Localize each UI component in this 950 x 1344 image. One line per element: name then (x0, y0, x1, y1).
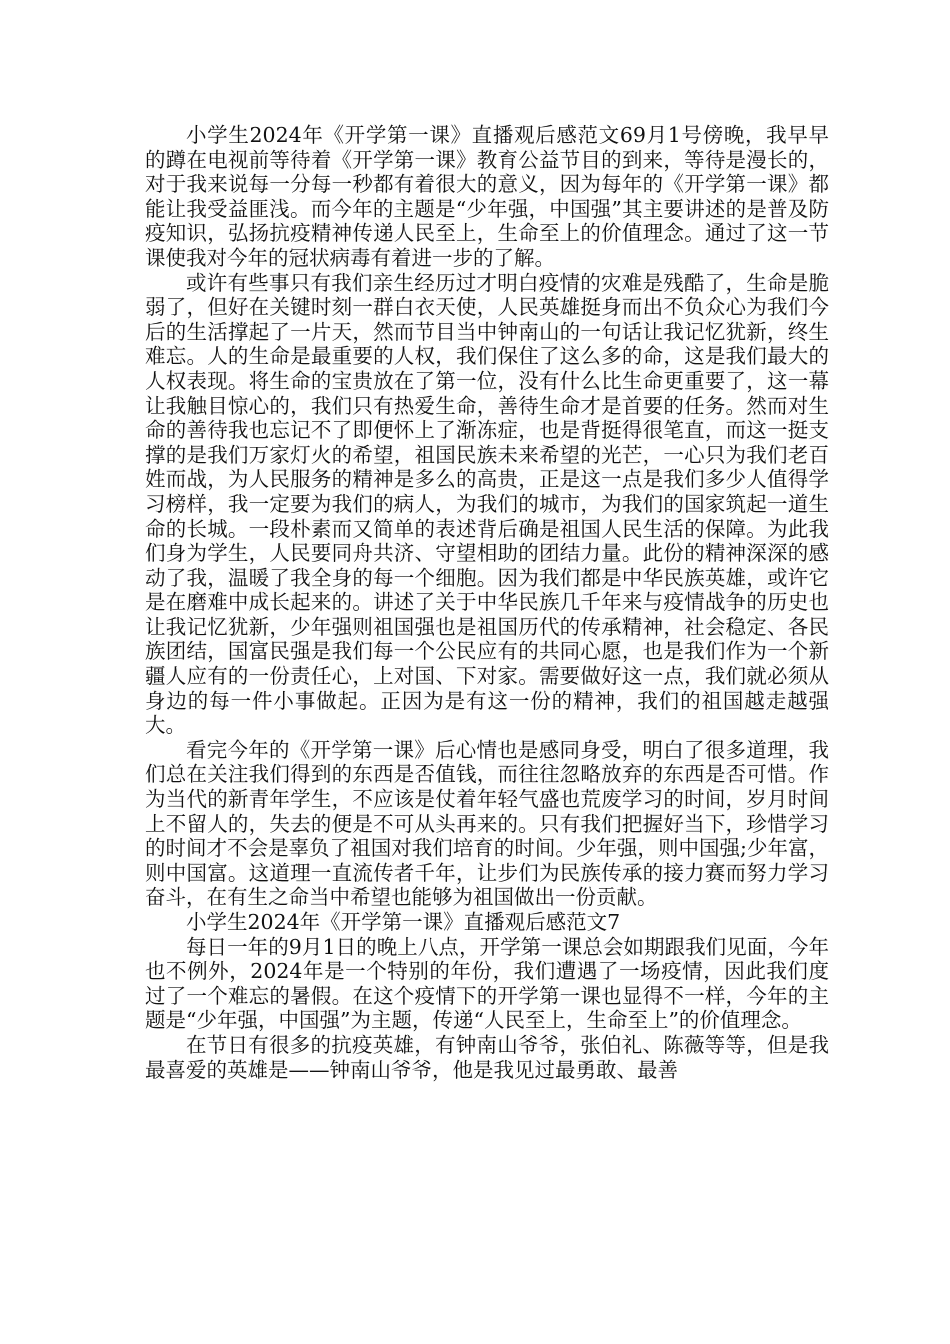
paragraph-3: 看完今年的《开学第一课》后心情也是感同身受，明白了很多道理，我们总在关注我们得到的东西是否值钱，而往往忽略放弃的东西是否可惜。作为当代的新青年学生，不应该是仗着年轻气盛也荒废学习的时间，岁月时间上不留人的，失去的便是不可从头再来的。只有我们把握好当下，珍惜学习的时间才不会是辜负了祖国对我们培育的时间。少年强，则中国强;少年富，则中国富。这道理一直流传者千年，让步们为民族传承的接力赛而努力学习奋斗，在有生之命当中希望也能够为祖国做出一份贡献。 (145, 737, 829, 910)
paragraph-1: 小学生2024年《开学第一课》直播观后感范文69月1号傍晚，我早早的蹲在电视前等待着《开学第一课》教育公益节目的到来，等待是漫长的，对于我来说每一分每一秒都有着很大的意义，因为每年的《开学第一课》都能让我受益匪浅。而今年的主题是“少年强，中国强”其主要讲述的是普及防疫知识，弘扬抗疫精神传递人民至上，生命至上的价值理念。通过了这一节课使我对今年的冠状病毒有着进一步的了解。 (145, 123, 829, 270)
section-heading: 小学生2024年《开学第一课》直播观后感范文7 (186, 910, 621, 934)
document-body (145, 123, 829, 1082)
paragraph-4: 每日一年的9月1日的晚上八点，开学第一课总会如期跟我们见面，今年也不例外，2024年是一个特别的年份，我们遭遇了一场疫情，因此我们度过了一个难忘的暑假。在这个疫情下的开学第一课也显得不一样，今年的主题是“少年强，中国强”为主题，传递“人民至上，生命至上”的价值理念。 (145, 934, 829, 1033)
paragraph-5: 在节日有很多的抗疫英雄，有钟南山爷爷，张伯礼、陈薇等等，但是我最喜爱的英雄是——钟南山爷爷，他是我见过最勇敢、最善 (145, 1032, 829, 1082)
paragraph-2: 或许有些事只有我们亲生经历过才明白疫情的灾难是残酷了，生命是脆弱了，但好在关键时刻一群白衣天使，人民英雄挺身而出不负众心为我们今后的生活撑起了一片天，然而节目当中钟南山的一句话让我记忆犹新，终生难忘。人的生命是最重要的人权，我们保住了这么多的命，这是我们最大的人权表现。将生命的宝贵放在了第一位，没有什么比生命更重要了，这一幕让我触目惊心的，我们只有热爱生命，善待生命才是首要的任务。然而对生命的善待我也忘记不了即便怀上了渐冻症，也是背挺得很笔直，而这一挺支撑的是我们万家灯火的希望，祖国民族未来希望的光芒，一心只为我们老百姓而战，为人民服务的精神是多么的高贵，正是这一点是我们多少人值得学习榜样，我一定要为我们的病人，为我们的城市，为我们的国家筑起一道生命的长城。一段朴素而又简单的表述背后确是祖国人民生活的保障。为此我们身为学生，人民要同舟共济、守望相助的团结力量。此份的精神深深的感动了我，温暖了我全身的每一个细胞。因为我们都是中华民族英雄，或许它是在磨难中成长起来的。讲述了关于中华民族几千年来与疫情战争的历史也让我记忆犹新，少年强则祖国强也是祖国历代的传承精神，社会稳定、各民族团结，国富民强是我们每一个公民应有的共同心愿，也是我们作为一个新疆人应有的一份责任心，上对国、下对家。需要做好这一点，我们就必须从身边的每一件小事做起。正因为是有这一份的精神，我们的祖国越走越强大。 (145, 270, 829, 738)
